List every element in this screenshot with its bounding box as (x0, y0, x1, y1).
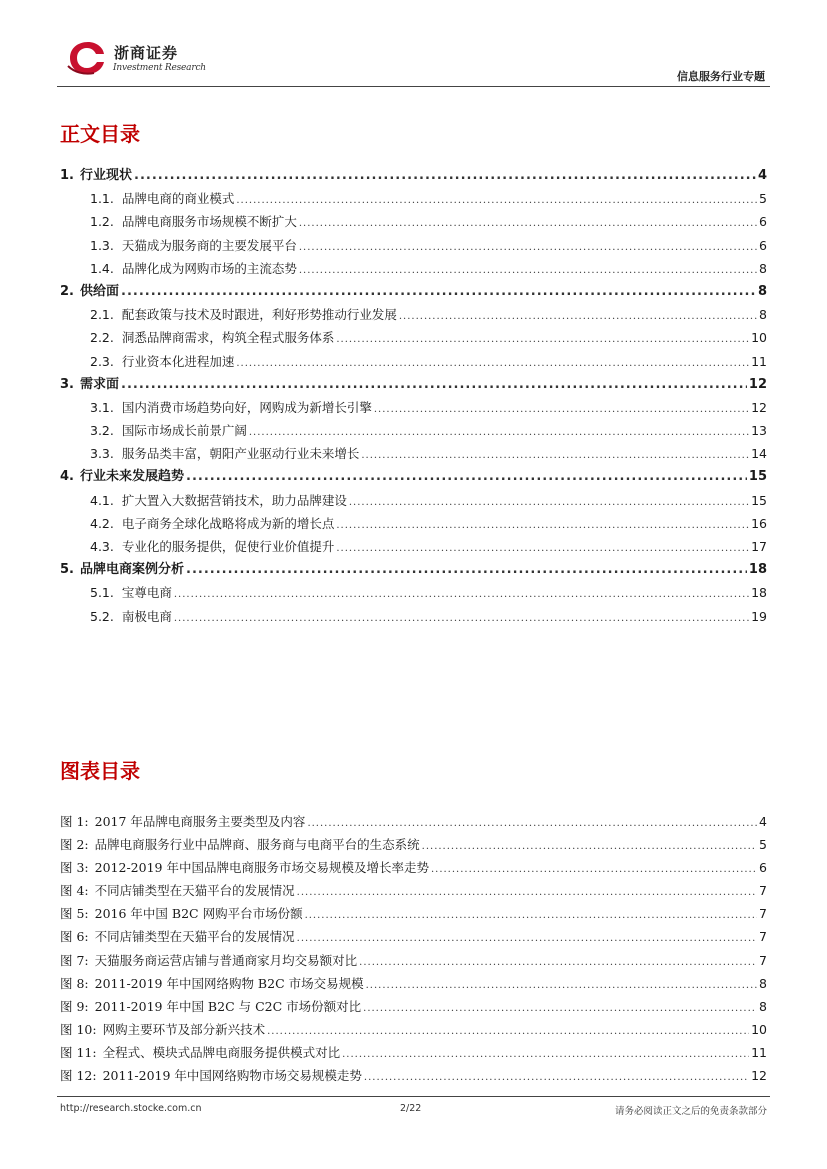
toc-page-number: 6 (759, 214, 767, 230)
toc-entry-text: 国际市场成长前景广阔 (121, 423, 247, 439)
figure-entry-label (60, 1064, 362, 1087)
dot-leader (361, 442, 749, 467)
figure-entry-label (60, 833, 420, 856)
figure-page-number: 8 (759, 998, 767, 1014)
figure-page-number: 7 (759, 929, 767, 945)
toc-entry-number: 4.1. (90, 492, 114, 508)
toc-section-link[interactable] (60, 326, 767, 349)
figure-number: 图 7: (60, 952, 89, 968)
toc-entry-label (60, 465, 184, 488)
toc-entry-number: 3.2. (90, 423, 114, 439)
figure-entry-label (60, 995, 361, 1018)
toc-entry-number: 4.2. (90, 515, 114, 531)
figure-title: 品牌电商服务行业中品牌商、服务商与电商平台的生态系统 (94, 837, 420, 853)
figure-title: 不同店铺类型在天猫平台的发展情况 (94, 929, 295, 945)
figure-number: 图 6: (60, 929, 89, 945)
toc-entry-text: 行业资本化进程加速 (121, 353, 235, 369)
toc-section-link[interactable] (60, 396, 767, 419)
toc-entry-label (90, 210, 297, 233)
figure-number: 图 2: (60, 837, 89, 853)
dot-leader (174, 605, 749, 630)
table-of-contents (60, 164, 767, 628)
dot-leader (299, 210, 757, 235)
figure-page-number: 5 (759, 837, 767, 853)
figure-page-number: 4 (759, 814, 767, 829)
toc-page-number: 18 (751, 585, 767, 601)
toc-entry-label (90, 257, 297, 280)
toc-page-number: 17 (751, 539, 767, 554)
dot-leader (336, 512, 749, 537)
figure-number: 图 4: (60, 883, 89, 899)
toc-page-number: 15 (748, 469, 767, 485)
toc-entry-number: 2.2. (90, 330, 114, 346)
dot-leader (374, 396, 749, 421)
toc-title: 正文目录 (60, 122, 140, 146)
figure-number: 图 9: (60, 998, 89, 1014)
brand-name-en: Investment Research (113, 63, 206, 73)
toc-chapter-link[interactable] (60, 164, 767, 187)
toc-entry-number: 4.3. (90, 539, 114, 554)
toc-section-link[interactable] (60, 210, 767, 233)
figure-number: 图 5: (60, 906, 89, 922)
toc-entry-text: 需求面 (79, 376, 119, 392)
figure-page-number: 6 (759, 860, 767, 876)
dot-leader (349, 489, 749, 514)
toc-entry-text: 品牌电商服务市场规模不断扩大 (121, 214, 297, 230)
figure-list-link[interactable] (60, 1041, 767, 1064)
figure-page-number: 7 (759, 906, 767, 922)
toc-entry-text: 扩大置入大数据营销技术，助力品牌建设 (121, 492, 347, 508)
toc-page-number: 8 (759, 307, 767, 323)
brand-name-cn: 浙商证券 (114, 44, 179, 62)
toc-entry-text: 宝尊电商 (121, 585, 172, 601)
toc-section-link[interactable] (60, 489, 767, 512)
figure-title: 2011-2019 年中国网络购物 B2C 市场交易规模 (94, 975, 364, 991)
dot-leader (336, 326, 749, 351)
dot-leader (236, 187, 757, 212)
toc-entry-text: 洞悉品牌商需求，构筑全程式服务体系 (121, 330, 335, 346)
figure-page-number: 7 (759, 883, 767, 899)
toc-entry-number: 4. (60, 469, 74, 485)
figure-page-number: 11 (751, 1044, 767, 1060)
figure-entry-label (60, 902, 303, 925)
figure-entry-label (60, 1041, 340, 1064)
brand-logo-icon (66, 40, 106, 76)
figure-list-link[interactable] (60, 833, 767, 856)
toc-entry-number: 1.1. (90, 191, 114, 207)
dot-leader (121, 280, 756, 303)
figure-page-number: 8 (759, 975, 767, 991)
toc-entry-number: 3.3. (90, 446, 114, 462)
figure-list-link[interactable] (60, 1018, 767, 1041)
toc-section-link[interactable] (60, 187, 767, 210)
toc-entry-label (60, 558, 184, 581)
toc-entry-text: 品牌电商的商业模式 (121, 191, 235, 207)
figure-title: 不同店铺类型在天猫平台的发展情况 (94, 883, 295, 899)
figure-title: 全程式、模块式品牌电商服务提供模式对比 (102, 1044, 341, 1060)
toc-entry-label (90, 512, 334, 535)
toc-chapter-link[interactable] (60, 280, 767, 303)
toc-section-link[interactable] (60, 350, 767, 373)
header-divider (57, 86, 770, 87)
toc-page-number: 13 (751, 423, 767, 439)
dot-leader (422, 833, 757, 858)
toc-entry-label (90, 326, 334, 349)
toc-entry-text: 行业现状 (79, 168, 132, 183)
toc-entry-number: 3.1. (90, 399, 114, 415)
toc-entry-label (60, 280, 119, 303)
toc-chapter-link[interactable] (60, 465, 767, 488)
toc-entry-number: 1.4. (90, 260, 114, 276)
figure-entry-label (60, 949, 357, 972)
toc-entry-number: 3. (60, 376, 74, 392)
dot-leader (336, 535, 749, 560)
toc-section-link[interactable] (60, 512, 767, 535)
toc-entry-number: 1. (60, 168, 74, 183)
toc-entry-number: 2. (60, 283, 74, 299)
toc-entry-label (90, 442, 359, 465)
figure-list-link[interactable] (60, 949, 767, 972)
figure-number: 图 12: (60, 1068, 97, 1084)
toc-page-number: 10 (751, 330, 767, 346)
toc-entry-text: 服务品类丰富，朝阳产业驱动行业未来增长 (121, 446, 360, 462)
figure-title: 2011-2019 年中国 B2C 与 C2C 市场份额对比 (94, 998, 362, 1014)
toc-section-link[interactable] (60, 605, 767, 628)
figure-title: 2016 年中国 B2C 网购平台市场份额 (94, 906, 303, 922)
toc-entry-label (90, 396, 372, 419)
toc-section-link[interactable] (60, 303, 767, 326)
toc-section-link[interactable] (60, 419, 767, 442)
figure-page-number: 7 (759, 952, 767, 968)
toc-entry-label (60, 373, 119, 396)
figure-entry-label (60, 810, 305, 833)
dot-leader (297, 925, 757, 950)
toc-page-number: 18 (748, 562, 767, 578)
figure-title: 天猫服务商运营店铺与普通商家月均交易额对比 (94, 952, 358, 968)
dot-leader (363, 995, 757, 1020)
toc-section-link[interactable] (60, 234, 767, 257)
footer-url-link[interactable]: http://research.stocke.com.cn (60, 1103, 202, 1114)
toc-section-link[interactable] (60, 442, 767, 465)
toc-page-number: 12 (751, 399, 767, 415)
toc-entry-text: 行业未来发展趋势 (79, 469, 184, 485)
dot-leader (366, 972, 757, 997)
figure-title: 2017 年品牌电商服务主要类型及内容 (94, 814, 306, 829)
dot-leader (431, 856, 757, 881)
dot-leader (186, 465, 747, 488)
figure-page-number: 12 (751, 1068, 767, 1084)
toc-entry-text: 电子商务全球化战略将成为新的增长点 (121, 515, 335, 531)
toc-chapter-link[interactable] (60, 558, 767, 581)
figure-title: 2012-2019 年中国品牌电商服务市场交易规模及增长率走势 (94, 860, 429, 876)
toc-section-link[interactable] (60, 535, 767, 558)
figure-number: 图 10: (60, 1021, 97, 1037)
toc-entry-text: 品牌化成为网购市场的主流态势 (121, 260, 297, 276)
figure-list-link[interactable] (60, 856, 767, 879)
toc-entry-text: 南极电商 (121, 608, 172, 624)
toc-section-link[interactable] (60, 581, 767, 604)
toc-page-number: 14 (751, 446, 767, 462)
toc-chapter-link[interactable] (60, 373, 767, 396)
dot-leader (399, 303, 757, 328)
dot-leader (121, 373, 747, 396)
toc-entry-label (90, 489, 347, 512)
disclaimer-note: 请务必阅读正文之后的免责条款部分 (614, 1106, 767, 1117)
figure-entry-label (60, 925, 295, 948)
toc-entry-label (90, 234, 297, 257)
toc-entry-number: 1.3. (90, 237, 114, 253)
toc-entry-text: 品牌电商案例分析 (79, 562, 184, 578)
toc-entry-text: 配套政策与技术及时跟进，利好形势推动行业发展 (121, 307, 397, 323)
toc-entry-number: 5.1. (90, 585, 114, 601)
toc-page-number: 8 (757, 283, 767, 299)
toc-entry-number: 1.2. (90, 214, 114, 230)
toc-entry-number: 2.1. (90, 307, 114, 323)
footer-divider (57, 1096, 770, 1097)
dot-leader (174, 581, 749, 606)
toc-entry-label (90, 303, 397, 326)
figure-list (60, 810, 767, 1087)
toc-page-number: 6 (759, 237, 767, 253)
dot-leader (364, 1064, 749, 1089)
figure-number: 图 11: (60, 1044, 97, 1060)
toc-entry-label (90, 605, 172, 628)
figure-entry-label (60, 879, 295, 902)
dot-leader (307, 810, 757, 835)
toc-entry-text: 国内消费市场趋势向好，网购成为新增长引擎 (121, 399, 372, 415)
toc-entry-text: 天猫成为服务商的主要发展平台 (121, 237, 297, 253)
toc-section-link[interactable] (60, 257, 767, 280)
figure-entry-label (60, 1018, 265, 1041)
dot-leader (305, 902, 757, 927)
dot-leader (267, 1018, 749, 1043)
figure-number: 图 1: (60, 814, 89, 829)
toc-entry-number: 2.3. (90, 353, 114, 369)
toc-entry-label (60, 164, 132, 187)
figure-list-link[interactable] (60, 902, 767, 925)
figure-title: 网购主要环节及部分新兴技术 (102, 1021, 266, 1037)
toc-page-number: 11 (751, 353, 767, 369)
figure-list-link[interactable] (60, 810, 767, 833)
toc-entry-number: 5.2. (90, 608, 114, 624)
dot-leader (186, 558, 747, 581)
toc-entry-label (90, 419, 247, 442)
figure-list-link[interactable] (60, 925, 767, 948)
toc-page-number: 12 (748, 376, 767, 392)
dot-leader (299, 234, 757, 259)
toc-page-number: 4 (757, 168, 767, 183)
toc-entry-text: 供给面 (79, 283, 119, 299)
figure-page-number: 10 (751, 1021, 767, 1037)
toc-entry-text: 专业化的服务提供，促使行业价值提升 (121, 539, 335, 554)
dot-leader (134, 164, 756, 187)
report-type: 信息服务行业专题 (677, 70, 765, 83)
figure-number: 图 3: (60, 860, 89, 876)
figure-list-link[interactable] (60, 879, 767, 902)
toc-page-number: 15 (751, 492, 767, 508)
dot-leader (297, 879, 757, 904)
toc-entry-label (90, 187, 234, 210)
dot-leader (359, 949, 757, 974)
figure-entry-label (60, 972, 364, 995)
figure-list-link[interactable] (60, 972, 767, 995)
toc-page-number: 8 (759, 260, 767, 276)
page-number: 2/22 (400, 1103, 422, 1114)
toc-entry-label (90, 350, 234, 373)
toc-entry-number: 5. (60, 562, 74, 578)
dot-leader (249, 419, 749, 444)
toc-page-number: 5 (759, 191, 767, 207)
figure-list-link[interactable] (60, 1064, 767, 1087)
figure-number: 图 8: (60, 975, 89, 991)
toc-page-number: 16 (751, 515, 767, 531)
dot-leader (299, 257, 757, 282)
toc-page-number: 19 (751, 608, 767, 624)
figure-entry-label (60, 856, 429, 879)
dot-leader (236, 350, 749, 375)
toc-entry-label (90, 581, 172, 604)
figures-title: 图表目录 (60, 759, 140, 783)
figure-list-link[interactable] (60, 995, 767, 1018)
dot-leader (342, 1041, 749, 1066)
figure-title: 2011-2019 年中国网络购物市场交易规模走势 (102, 1068, 362, 1084)
toc-entry-label (90, 535, 334, 558)
